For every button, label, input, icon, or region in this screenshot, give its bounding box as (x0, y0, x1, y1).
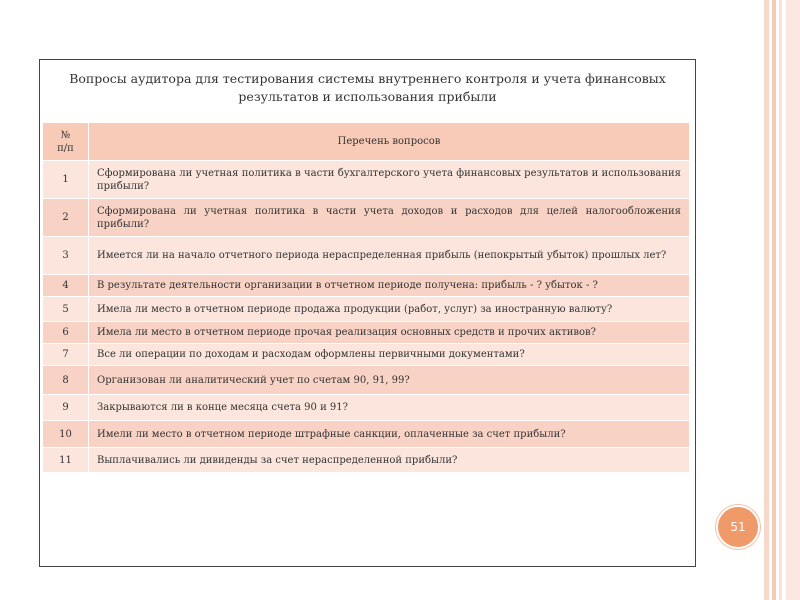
decor-stripe (786, 0, 800, 600)
row-number: 11 (43, 448, 89, 473)
slide-title-line-2: результатов и использования прибыли (238, 89, 497, 104)
table-row (43, 275, 690, 297)
row-question: Имела ли место в отчетном периоде прочая реализация основных средств и прочих активов? (89, 322, 690, 344)
table-body (43, 161, 690, 473)
table-row (43, 395, 690, 421)
row-question: Сформирована ли учетная политика в части бухгалтерского учета финансовых результатов и использования прибыли? (89, 161, 690, 199)
row-question: Выплачивались ли дивиденды за счет нераспределенной прибыли? (89, 448, 690, 473)
row-number: 1 (43, 161, 89, 199)
row-number: 7 (43, 344, 89, 366)
row-question: Организован ли аналитический учет по счетам 90, 91, 99? (89, 366, 690, 395)
table-row (43, 344, 690, 366)
row-number: 3 (43, 237, 89, 275)
row-question: Имели ли место в отчетном периоде штрафные санкции, оплаченные за счет прибыли? (89, 421, 690, 448)
slide-title (40, 70, 695, 106)
page-number-badge: 51 (716, 505, 760, 549)
decor-stripe (779, 0, 782, 600)
row-number: 9 (43, 395, 89, 421)
row-number: 10 (43, 421, 89, 448)
table-row (43, 237, 690, 275)
slide-frame (39, 59, 696, 567)
header-questions: Перечень вопросов (89, 123, 690, 161)
header-number-line-2: п/п (57, 142, 74, 154)
table-row (43, 199, 690, 237)
table-row (43, 161, 690, 199)
row-question: Имеется ли на начало отчетного периода нераспределенная прибыль (непокрытый убыток) прошлых лет? (89, 237, 690, 275)
questions-table (42, 122, 690, 473)
table-row (43, 366, 690, 395)
table-row (43, 421, 690, 448)
row-question: Закрываются ли в конце месяца счета 90 и 91? (89, 395, 690, 421)
row-number: 5 (43, 297, 89, 322)
row-question: В результате деятельности организации в отчетном периоде получена: прибыль - ? убыток - ? (89, 275, 690, 297)
slide-title-line-1: Вопросы аудитора для тестирования системы внутреннего контроля и учета финансовых (69, 71, 666, 86)
row-question: Все ли операции по доходам и расходам оформлены первичными документами? (89, 344, 690, 366)
row-question: Сформирована ли учетная политика в части учета доходов и расходов для целей налогообложения прибыли? (89, 199, 690, 237)
row-number: 4 (43, 275, 89, 297)
row-question: Имела ли место в отчетном периоде продажа продукции (работ, услуг) за иностранную валюту? (89, 297, 690, 322)
header-number (43, 123, 89, 161)
table-row (43, 297, 690, 322)
table-row (43, 448, 690, 473)
row-number: 8 (43, 366, 89, 395)
header-number-line-1: № (60, 129, 71, 141)
row-number: 6 (43, 322, 89, 344)
table-row (43, 322, 690, 344)
decor-stripe (772, 0, 776, 600)
table-header-row (43, 123, 690, 161)
row-number: 2 (43, 199, 89, 237)
decor-stripe (764, 0, 769, 600)
